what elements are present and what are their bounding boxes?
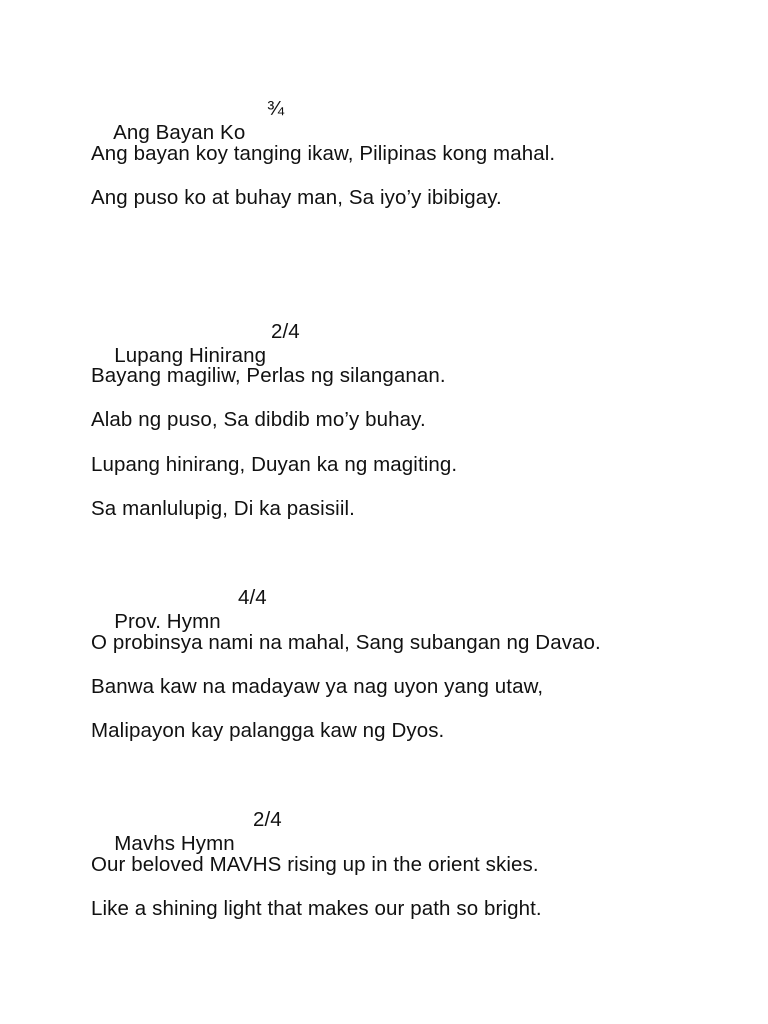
song-meter: ¾ xyxy=(267,97,285,120)
lyric-line: Lupang hinirang, Duyan ka ng magiting. xyxy=(91,453,458,476)
lyric-line: Ang bayan koy tanging ikaw, Pilipinas kong mahal. xyxy=(91,142,556,165)
lyric-line: Alab ng puso, Sa dibdib mo’y buhay. xyxy=(91,408,426,431)
lyric-line: Ang puso ko at buhay man, Sa iyo’y ibibigay. xyxy=(91,186,502,209)
song-title: Ang Bayan Ko xyxy=(113,121,246,144)
song-meter: 2/4 xyxy=(253,808,282,831)
song-title: Prov. Hymn xyxy=(114,610,221,633)
lyric-line: Malipayon kay palangga kaw ng Dyos. xyxy=(91,719,445,742)
song-title: Mavhs Hymn xyxy=(114,832,235,855)
lyric-line: Banwa kaw na madayaw ya nag uyon yang utaw, xyxy=(91,675,544,698)
song-meter: 2/4 xyxy=(271,320,300,343)
song-title: Lupang Hinirang xyxy=(114,344,267,367)
lyric-line: O probinsya nami na mahal, Sang subangan ng Davao. xyxy=(91,631,601,654)
lyric-line: Our beloved MAVHS rising up in the orient skies. xyxy=(91,853,539,876)
lyric-line: Like a shining light that makes our path so bright. xyxy=(91,897,542,920)
lyric-line: Bayang magiliw, Perlas ng silanganan. xyxy=(91,364,446,387)
song-meter: 4/4 xyxy=(238,586,267,609)
lyric-line: Sa manlulupig, Di ka pasisiil. xyxy=(91,497,355,520)
